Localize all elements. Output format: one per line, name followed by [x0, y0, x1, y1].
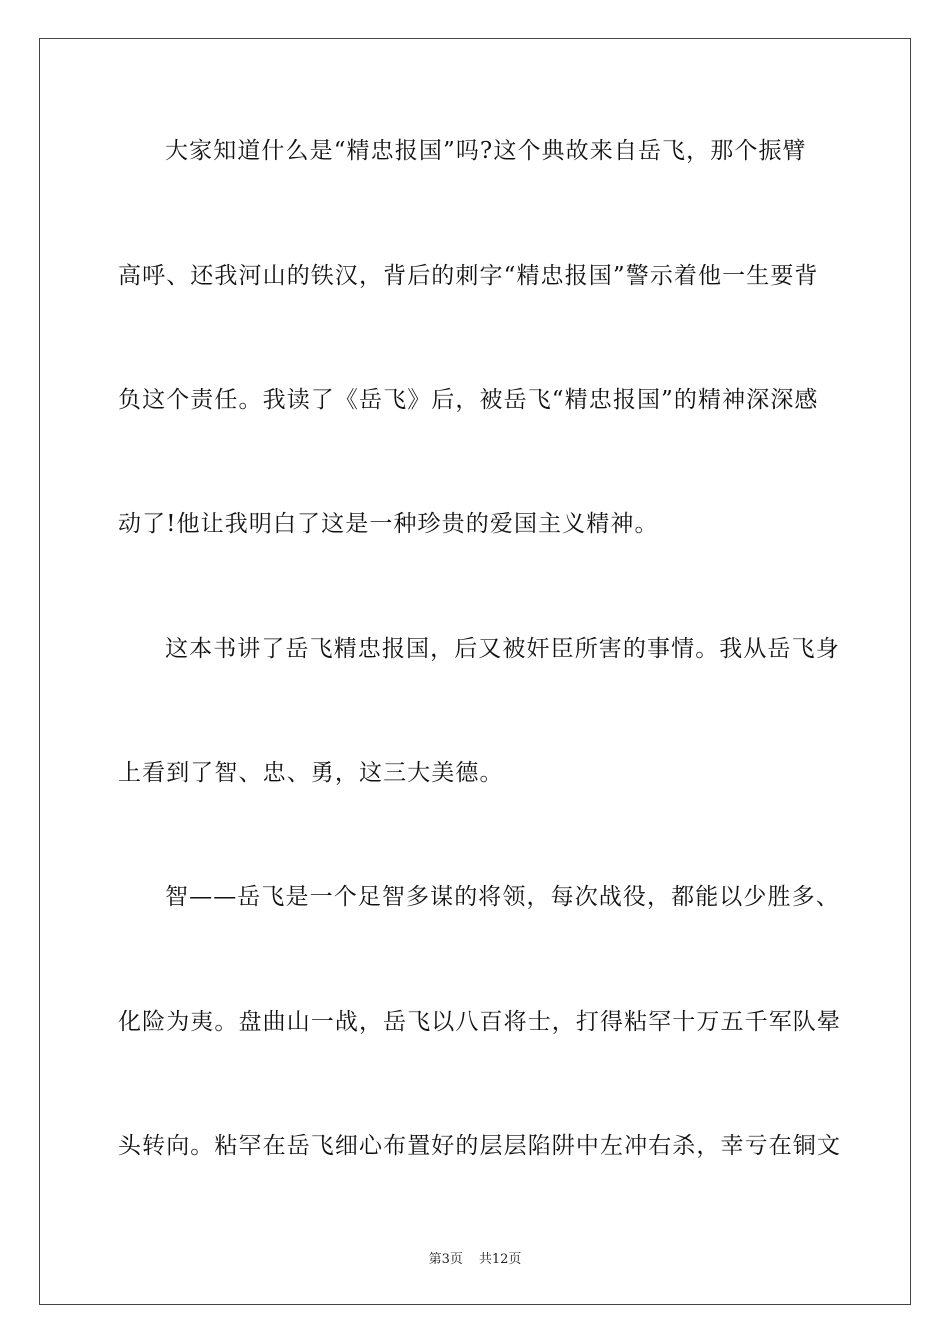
paragraph-1-line-2: 高呼、还我河山的铁汉，背后的刺字“精忠报国”警示着他一生要背 [118, 263, 819, 289]
paragraph-3-line-2: 化险为夷。盘曲山一战，岳飞以八百将士，打得粘罕十万五千军队晕 [118, 1009, 841, 1035]
paragraph-1-line-1: 大家知道什么是“精忠报国”吗?这个典故来自岳飞，那个振臂 [165, 138, 807, 164]
paragraph-2-line-2: 上看到了智、忠、勇，这三大美德。 [118, 760, 504, 786]
paragraph-3-line-3: 头转向。粘罕在岳飞细心布置好的层层陷阱中左冲右杀，幸亏在铜文 [118, 1133, 841, 1159]
page-border [39, 38, 911, 1305]
paragraph-2-line-1: 这本书讲了岳飞精忠报国，后又被奸臣所害的事情。我从岳飞身 [165, 636, 840, 662]
paragraph-1-line-4: 动了!他让我明白了这是一种珍贵的爱国主义精神。 [118, 511, 659, 537]
paragraph-1-line-3: 负这个责任。我读了《岳飞》后，被岳飞“精忠报国”的精神深深感 [118, 387, 819, 413]
page-number: 第3页 [428, 1252, 463, 1267]
page-total: 共12页 [478, 1252, 522, 1267]
page-footer [0, 1248, 950, 1267]
paragraph-3-line-1: 智——岳飞是一个足智多谋的将领，每次战役，都能以少胜多、 [165, 884, 840, 910]
